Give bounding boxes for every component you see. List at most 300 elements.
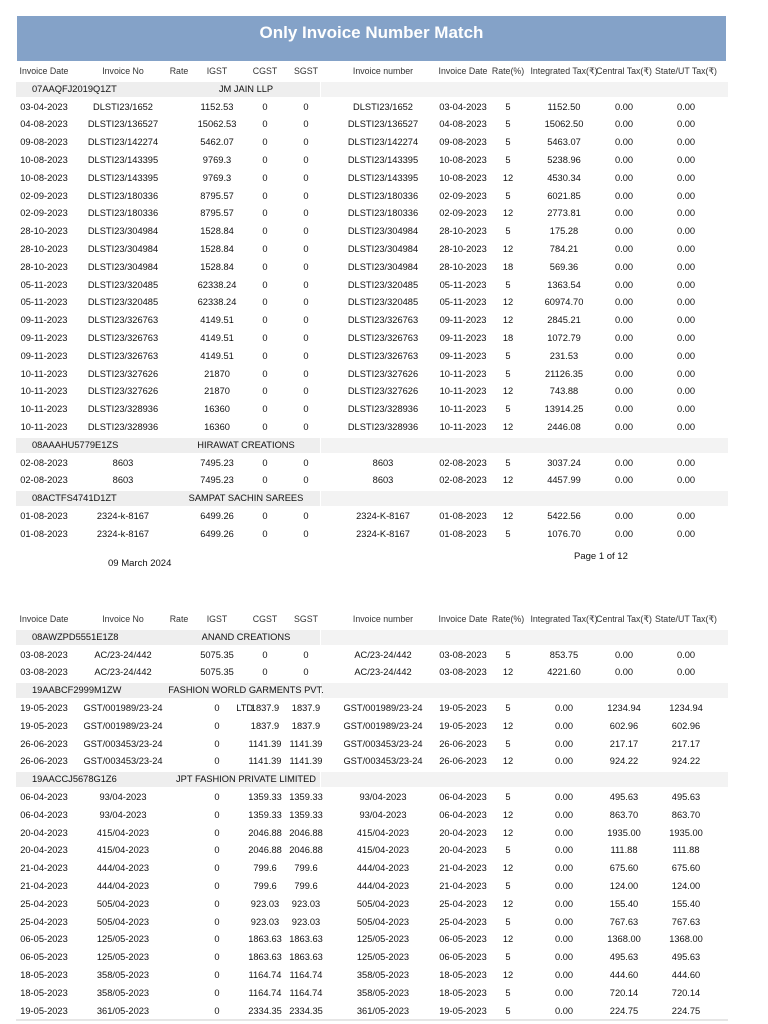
cell-invoice-no: GST/003453/23-24 bbox=[83, 756, 163, 767]
cell-central-tax: 111.88 bbox=[610, 845, 638, 856]
cell-invoice-date: 05-11-2023 bbox=[20, 279, 68, 290]
cell-central-tax: 444.60 bbox=[609, 969, 639, 980]
cell-integrated-tax: 3037.24 bbox=[547, 457, 581, 468]
cell-rate-percent: 18 bbox=[502, 332, 514, 343]
cell-matched-invoice-date: 25-04-2023 bbox=[439, 916, 487, 927]
cell-matched-invoice-number: DLSTI23/326763 bbox=[347, 332, 419, 343]
cell-rate-percent: 5 bbox=[505, 457, 511, 468]
cell-integrated-tax: 0.00 bbox=[554, 1005, 574, 1016]
header-cgst: CGST bbox=[252, 66, 278, 76]
cell-invoice-no: AC/23-24/442 bbox=[94, 667, 152, 678]
cell-central-tax: 495.63 bbox=[609, 952, 639, 963]
cell-invoice-no: DLSTI23/304984 bbox=[87, 243, 159, 254]
invoice-row bbox=[16, 223, 728, 241]
cell-central-tax: 0.00 bbox=[614, 154, 634, 165]
cell-integrated-tax: 2446.08 bbox=[547, 421, 581, 432]
cell-sgst: 0 bbox=[303, 404, 309, 415]
cell-sgst: 0 bbox=[303, 261, 309, 272]
supplier-gstin: 08AWZPD5551E1Z8 bbox=[32, 631, 119, 642]
cell-rate-percent: 12 bbox=[502, 297, 514, 308]
cell-cgst: 0 bbox=[262, 190, 268, 201]
cell-state-ut-tax: 0.00 bbox=[676, 510, 696, 521]
invoice-row bbox=[16, 152, 728, 170]
cell-matched-invoice-date: 19-05-2023 bbox=[439, 720, 487, 731]
cell-igst: 0 bbox=[214, 1005, 220, 1016]
header-invoice-no: Invoice No bbox=[102, 614, 144, 624]
cell-matched-invoice-number: DLSTI23/328936 bbox=[347, 421, 419, 432]
cell-rate-percent: 5 bbox=[505, 791, 511, 802]
cell-matched-invoice-number: 415/04-2023 bbox=[356, 827, 410, 838]
cell-state-ut-tax: 0.00 bbox=[676, 208, 696, 219]
cell-matched-invoice-date: 28-10-2023 bbox=[439, 226, 487, 237]
cell-cgst: 923.03 bbox=[250, 898, 280, 909]
cell-rate-percent: 12 bbox=[502, 720, 514, 731]
header-integrated-tax: Integrated Tax(₹) bbox=[530, 66, 598, 76]
cell-integrated-tax: 1152.50 bbox=[547, 101, 581, 112]
header-matched-invoice-number: Invoice number bbox=[352, 66, 414, 76]
cell-integrated-tax: 5463.07 bbox=[547, 137, 581, 148]
cell-matched-invoice-number: 444/04-2023 bbox=[356, 880, 410, 891]
cell-sgst: 1837.9 bbox=[291, 720, 321, 731]
cell-invoice-no: 358/05-2023 bbox=[96, 987, 150, 998]
cell-rate-percent: 5 bbox=[505, 880, 511, 891]
cell-matched-invoice-date: 21-04-2023 bbox=[439, 880, 487, 891]
cell-igst: 62338.24 bbox=[197, 279, 237, 290]
cell-state-ut-tax: 0.00 bbox=[676, 649, 696, 660]
cell-invoice-date: 26-06-2023 bbox=[20, 756, 68, 767]
cell-invoice-no: DLSTI23/328936 bbox=[87, 404, 159, 415]
invoice-row bbox=[16, 753, 728, 771]
cell-cgst: 1863.63 bbox=[248, 952, 282, 963]
page-number: Page 1 of 12 bbox=[574, 551, 628, 562]
cell-invoice-date: 10-11-2023 bbox=[20, 368, 68, 379]
cell-rate-percent: 5 bbox=[505, 916, 511, 927]
cell-state-ut-tax: 444.60 bbox=[671, 969, 701, 980]
cell-matched-invoice-number: 8603 bbox=[372, 475, 394, 486]
cell-igst: 7495.23 bbox=[200, 457, 234, 468]
header-igst: IGST bbox=[206, 66, 228, 76]
cell-sgst: 0 bbox=[303, 457, 309, 468]
cell-central-tax: 0.00 bbox=[614, 208, 634, 219]
cell-matched-invoice-date: 02-09-2023 bbox=[439, 190, 487, 201]
cell-integrated-tax: 2773.81 bbox=[547, 208, 581, 219]
cell-igst: 0 bbox=[214, 809, 220, 820]
cell-rate-percent: 5 bbox=[505, 987, 511, 998]
cell-invoice-no: GST/001989/23-24 bbox=[83, 702, 163, 713]
cell-central-tax: 0.00 bbox=[614, 297, 634, 308]
cell-invoice-no: GST/001989/23-24 bbox=[83, 720, 163, 731]
cell-sgst: 1863.63 bbox=[289, 952, 323, 963]
cell-sgst: 0 bbox=[303, 190, 309, 201]
cell-invoice-no: DLSTI23/320485 bbox=[87, 297, 159, 308]
cell-igst: 0 bbox=[214, 916, 220, 927]
group-band-right bbox=[321, 630, 728, 645]
cell-cgst: 1863.63 bbox=[248, 934, 282, 945]
cell-integrated-tax: 0.00 bbox=[554, 738, 574, 749]
cell-integrated-tax: 0.00 bbox=[554, 952, 574, 963]
cell-central-tax: 495.63 bbox=[609, 791, 639, 802]
cell-sgst: 0 bbox=[303, 226, 309, 237]
header-rate: Rate bbox=[169, 66, 189, 76]
cell-state-ut-tax: 495.63 bbox=[671, 952, 701, 963]
cell-rate-percent: 5 bbox=[505, 1005, 511, 1016]
cell-state-ut-tax: 0.00 bbox=[676, 386, 696, 397]
cell-matched-invoice-date: 18-05-2023 bbox=[439, 987, 487, 998]
cell-igst: 0 bbox=[214, 987, 220, 998]
invoice-row bbox=[16, 401, 728, 419]
cell-igst: 5075.35 bbox=[200, 667, 234, 678]
cell-matched-invoice-date: 28-10-2023 bbox=[439, 261, 487, 272]
report-title: Only Invoice Number Match bbox=[17, 16, 726, 61]
cell-integrated-tax: 853.75 bbox=[549, 649, 579, 660]
invoice-row bbox=[16, 170, 728, 188]
cell-igst: 21870 bbox=[204, 386, 230, 397]
cell-central-tax: 1234.94 bbox=[607, 702, 641, 713]
cell-igst: 6499.26 bbox=[200, 528, 234, 539]
cell-state-ut-tax: 155.40 bbox=[671, 898, 701, 909]
cell-state-ut-tax: 0.00 bbox=[676, 315, 696, 326]
cell-state-ut-tax: 0.00 bbox=[676, 261, 696, 272]
cell-rate-percent: 12 bbox=[502, 827, 514, 838]
cell-rate-percent: 12 bbox=[502, 315, 514, 326]
cell-cgst: 0 bbox=[262, 315, 268, 326]
header-matched-invoice-number: Invoice number bbox=[352, 614, 414, 624]
cell-rate-percent: 5 bbox=[505, 154, 511, 165]
cell-invoice-no: DLSTI23/142274 bbox=[87, 137, 159, 148]
cell-invoice-no: 415/04-2023 bbox=[96, 845, 150, 856]
cell-state-ut-tax: 602.96 bbox=[671, 720, 701, 731]
cell-cgst: 0 bbox=[262, 475, 268, 486]
cell-state-ut-tax: 0.00 bbox=[676, 190, 696, 201]
cell-cgst: 0 bbox=[262, 368, 268, 379]
cell-central-tax: 155.40 bbox=[609, 898, 639, 909]
cell-cgst: 2334.35 bbox=[248, 1005, 282, 1016]
cell-state-ut-tax: 224.75 bbox=[671, 1005, 701, 1016]
invoice-row bbox=[16, 860, 728, 878]
cell-central-tax: 675.60 bbox=[609, 863, 639, 874]
cell-invoice-no: DLSTI23/1652 bbox=[93, 101, 153, 112]
cell-matched-invoice-date: 19-05-2023 bbox=[439, 702, 487, 713]
cell-central-tax: 0.00 bbox=[614, 421, 634, 432]
cell-rate-percent: 12 bbox=[502, 386, 514, 397]
cell-central-tax: 863.70 bbox=[609, 809, 639, 820]
cell-matched-invoice-number: DLSTI23/304984 bbox=[347, 261, 419, 272]
cell-matched-invoice-number: DLSTI23/304984 bbox=[347, 226, 419, 237]
group-band-right bbox=[321, 683, 728, 698]
cell-sgst: 0 bbox=[303, 243, 309, 254]
cell-cgst: 0 bbox=[262, 386, 268, 397]
supplier-name: FASHION WORLD GARMENTS PVT. LTD. bbox=[168, 685, 324, 713]
cell-invoice-no: DLSTI23/320485 bbox=[87, 279, 159, 290]
cell-invoice-date: 04-08-2023 bbox=[20, 119, 68, 130]
cell-integrated-tax: 0.00 bbox=[554, 880, 574, 891]
cell-matched-invoice-number: 358/05-2023 bbox=[356, 969, 410, 980]
cell-integrated-tax: 5238.96 bbox=[547, 154, 581, 165]
cell-cgst: 1141.39 bbox=[248, 756, 282, 767]
cell-matched-invoice-number: GST/001989/23-24 bbox=[343, 720, 423, 731]
cell-matched-invoice-date: 20-04-2023 bbox=[439, 845, 487, 856]
row-divider bbox=[16, 1019, 728, 1021]
invoice-row bbox=[16, 1003, 728, 1021]
cell-rate-percent: 5 bbox=[505, 952, 511, 963]
cell-cgst: 0 bbox=[262, 172, 268, 183]
invoice-row bbox=[16, 259, 728, 277]
cell-sgst: 1164.74 bbox=[289, 987, 323, 998]
header-matched-invoice-date: Invoice Date bbox=[438, 614, 488, 624]
cell-rate-percent: 12 bbox=[502, 243, 514, 254]
cell-matched-invoice-number: DLSTI23/327626 bbox=[347, 386, 419, 397]
cell-rate-percent: 12 bbox=[502, 510, 514, 521]
supplier-gstin: 07AAQFJ2019Q1ZT bbox=[32, 83, 117, 94]
cell-state-ut-tax: 495.63 bbox=[671, 791, 701, 802]
cell-state-ut-tax: 0.00 bbox=[676, 332, 696, 343]
supplier-group-row bbox=[16, 81, 728, 99]
cell-igst: 5075.35 bbox=[200, 649, 234, 660]
invoice-row bbox=[16, 664, 728, 682]
cell-matched-invoice-number: 2324-K-8167 bbox=[356, 510, 410, 521]
cell-state-ut-tax: 1935.00 bbox=[669, 827, 703, 838]
cell-igst: 62338.24 bbox=[197, 297, 237, 308]
supplier-name: HIRAWAT CREATIONS bbox=[197, 439, 295, 450]
cell-cgst: 1359.33 bbox=[248, 791, 282, 802]
cell-sgst: 1164.74 bbox=[289, 969, 323, 980]
cell-cgst: 1164.74 bbox=[248, 987, 282, 998]
cell-cgst: 0 bbox=[262, 243, 268, 254]
invoice-row bbox=[16, 419, 728, 437]
cell-igst: 0 bbox=[214, 756, 220, 767]
cell-state-ut-tax: 0.00 bbox=[676, 137, 696, 148]
cell-cgst: 0 bbox=[262, 350, 268, 361]
invoice-table-page-2 bbox=[16, 611, 728, 1020]
header-igst: IGST bbox=[206, 614, 228, 624]
cell-invoice-date: 09-11-2023 bbox=[20, 332, 68, 343]
cell-rate-percent: 12 bbox=[502, 172, 514, 183]
cell-state-ut-tax: 0.00 bbox=[676, 119, 696, 130]
cell-cgst: 0 bbox=[262, 101, 268, 112]
invoice-row bbox=[16, 116, 728, 134]
cell-sgst: 1837.9 bbox=[291, 702, 321, 713]
cell-cgst: 1141.39 bbox=[248, 738, 282, 749]
supplier-name: ANAND CREATIONS bbox=[201, 631, 291, 642]
cell-igst: 1528.84 bbox=[200, 261, 234, 272]
cell-rate-percent: 5 bbox=[505, 119, 511, 130]
cell-cgst: 1359.33 bbox=[248, 809, 282, 820]
cell-sgst: 0 bbox=[303, 315, 309, 326]
cell-integrated-tax: 4530.34 bbox=[547, 172, 581, 183]
cell-rate-percent: 5 bbox=[505, 404, 511, 415]
invoice-row bbox=[16, 294, 728, 312]
cell-rate-percent: 5 bbox=[505, 101, 511, 112]
cell-state-ut-tax: 863.70 bbox=[671, 809, 701, 820]
invoice-row bbox=[16, 914, 728, 932]
cell-matched-invoice-number: DLSTI23/326763 bbox=[347, 315, 419, 326]
cell-state-ut-tax: 0.00 bbox=[676, 172, 696, 183]
cell-sgst: 0 bbox=[303, 208, 309, 219]
cell-rate-percent: 5 bbox=[505, 702, 511, 713]
cell-rate-percent: 12 bbox=[502, 809, 514, 820]
supplier-gstin: 19AABCF2999M1ZW bbox=[32, 685, 122, 696]
cell-integrated-tax: 0.00 bbox=[554, 756, 574, 767]
invoice-row bbox=[16, 330, 728, 348]
cell-matched-invoice-date: 10-11-2023 bbox=[439, 421, 487, 432]
cell-invoice-date: 02-08-2023 bbox=[20, 457, 68, 468]
cell-matched-invoice-number: DLSTI23/136527 bbox=[347, 119, 419, 130]
cell-invoice-no: 505/04-2023 bbox=[96, 916, 150, 927]
cell-central-tax: 0.00 bbox=[614, 649, 634, 660]
header-sgst: SGST bbox=[294, 66, 318, 76]
cell-central-tax: 0.00 bbox=[614, 510, 634, 521]
cell-cgst: 799.6 bbox=[253, 863, 277, 874]
cell-state-ut-tax: 0.00 bbox=[676, 475, 696, 486]
cell-cgst: 0 bbox=[262, 137, 268, 148]
cell-integrated-tax: 2845.21 bbox=[547, 315, 581, 326]
cell-matched-invoice-date: 05-11-2023 bbox=[439, 297, 487, 308]
cell-invoice-no: DLSTI23/327626 bbox=[87, 386, 159, 397]
cell-igst: 8795.57 bbox=[200, 208, 234, 219]
cell-invoice-date: 01-08-2023 bbox=[20, 510, 68, 521]
cell-matched-invoice-number: DLSTI23/143395 bbox=[347, 172, 419, 183]
cell-state-ut-tax: 0.00 bbox=[676, 279, 696, 290]
cell-matched-invoice-number: DLSTI23/1652 bbox=[353, 101, 413, 112]
cell-cgst: 1164.74 bbox=[248, 969, 282, 980]
cell-cgst: 1837.9 bbox=[250, 702, 280, 713]
invoice-table-page-1 bbox=[16, 63, 728, 544]
cell-igst: 1528.84 bbox=[200, 243, 234, 254]
cell-matched-invoice-number: 444/04-2023 bbox=[356, 863, 410, 874]
cell-igst: 0 bbox=[214, 934, 220, 945]
cell-invoice-date: 26-06-2023 bbox=[20, 738, 68, 749]
cell-matched-invoice-number: 2324-K-8167 bbox=[356, 528, 410, 539]
cell-matched-invoice-date: 20-04-2023 bbox=[439, 827, 487, 838]
cell-invoice-date: 01-08-2023 bbox=[20, 528, 68, 539]
header-integrated-tax: Integrated Tax(₹) bbox=[530, 614, 598, 624]
cell-invoice-date: 20-04-2023 bbox=[20, 845, 68, 856]
cell-invoice-no: DLSTI23/136527 bbox=[87, 119, 159, 130]
cell-central-tax: 0.00 bbox=[614, 404, 634, 415]
header-rate: Rate bbox=[169, 614, 189, 624]
cell-matched-invoice-number: GST/003453/23-24 bbox=[343, 756, 423, 767]
cell-integrated-tax: 0.00 bbox=[554, 809, 574, 820]
cell-cgst: 0 bbox=[262, 528, 268, 539]
cell-matched-invoice-number: DLSTI23/304984 bbox=[347, 243, 419, 254]
cell-matched-invoice-number: 505/04-2023 bbox=[356, 916, 410, 927]
cell-matched-invoice-date: 06-05-2023 bbox=[439, 952, 487, 963]
cell-state-ut-tax: 0.00 bbox=[676, 528, 696, 539]
supplier-gstin: 19AACCJ5678G1Z6 bbox=[32, 774, 117, 785]
cell-state-ut-tax: 0.00 bbox=[676, 350, 696, 361]
cell-central-tax: 0.00 bbox=[614, 667, 634, 678]
cell-invoice-no: AC/23-24/442 bbox=[94, 649, 152, 660]
cell-rate-percent: 5 bbox=[505, 279, 511, 290]
cell-sgst: 0 bbox=[303, 119, 309, 130]
cell-central-tax: 217.17 bbox=[609, 738, 639, 749]
cell-matched-invoice-date: 02-08-2023 bbox=[439, 475, 487, 486]
cell-central-tax: 0.00 bbox=[614, 137, 634, 148]
cell-invoice-date: 18-05-2023 bbox=[20, 987, 68, 998]
cell-state-ut-tax: 111.88 bbox=[672, 845, 700, 856]
cell-invoice-no: GST/003453/23-24 bbox=[83, 738, 163, 749]
cell-invoice-no: 2324-k-8167 bbox=[96, 510, 150, 521]
cell-central-tax: 0.00 bbox=[614, 368, 634, 379]
cell-invoice-date: 03-08-2023 bbox=[20, 649, 68, 660]
cell-rate-percent: 12 bbox=[502, 667, 514, 678]
cell-central-tax: 1368.00 bbox=[607, 934, 641, 945]
cell-rate-percent: 12 bbox=[502, 863, 514, 874]
cell-sgst: 1141.39 bbox=[289, 738, 323, 749]
cell-invoice-date: 25-04-2023 bbox=[20, 898, 68, 909]
cell-invoice-date: 02-08-2023 bbox=[20, 475, 68, 486]
invoice-row bbox=[16, 508, 728, 526]
group-band-right bbox=[321, 772, 728, 787]
cell-invoice-date: 06-04-2023 bbox=[20, 791, 68, 802]
cell-integrated-tax: 1076.70 bbox=[547, 528, 581, 539]
cell-invoice-no: DLSTI23/143395 bbox=[87, 154, 159, 165]
cell-matched-invoice-date: 02-08-2023 bbox=[439, 457, 487, 468]
cell-rate-percent: 5 bbox=[505, 649, 511, 660]
invoice-row bbox=[16, 896, 728, 914]
invoice-row bbox=[16, 878, 728, 896]
header-state-ut-tax: State/UT Tax(₹) bbox=[655, 66, 717, 76]
cell-sgst: 0 bbox=[303, 101, 309, 112]
cell-invoice-date: 20-04-2023 bbox=[20, 827, 68, 838]
invoice-row bbox=[16, 647, 728, 665]
header-invoice-no: Invoice No bbox=[102, 66, 144, 76]
cell-invoice-date: 02-09-2023 bbox=[20, 190, 68, 201]
header-central-tax: Central Tax(₹) bbox=[596, 614, 652, 624]
cell-integrated-tax: 15062.50 bbox=[544, 119, 584, 130]
cell-central-tax: 0.00 bbox=[614, 315, 634, 326]
cell-integrated-tax: 0.00 bbox=[554, 702, 574, 713]
header-matched-invoice-date: Invoice Date bbox=[438, 66, 488, 76]
invoice-row bbox=[16, 700, 728, 718]
cell-matched-invoice-date: 09-08-2023 bbox=[439, 137, 487, 148]
cell-integrated-tax: 5422.56 bbox=[547, 510, 581, 521]
cell-central-tax: 0.00 bbox=[614, 243, 634, 254]
cell-sgst: 0 bbox=[303, 421, 309, 432]
cell-matched-invoice-number: 93/04-2023 bbox=[359, 809, 407, 820]
cell-state-ut-tax: 720.14 bbox=[671, 987, 701, 998]
cell-integrated-tax: 175.28 bbox=[549, 226, 579, 237]
cell-rate-percent: 12 bbox=[502, 208, 514, 219]
cell-matched-invoice-date: 09-11-2023 bbox=[439, 315, 487, 326]
cell-matched-invoice-date: 01-08-2023 bbox=[439, 528, 487, 539]
cell-invoice-no: DLSTI23/304984 bbox=[87, 261, 159, 272]
invoice-row bbox=[16, 134, 728, 152]
cell-cgst: 923.03 bbox=[250, 916, 280, 927]
cell-invoice-no: DLSTI23/326763 bbox=[87, 350, 159, 361]
cell-matched-invoice-date: 26-06-2023 bbox=[439, 738, 487, 749]
cell-integrated-tax: 4221.60 bbox=[547, 667, 581, 678]
cell-cgst: 0 bbox=[262, 226, 268, 237]
invoice-row bbox=[16, 718, 728, 736]
cell-integrated-tax: 1072.79 bbox=[547, 332, 581, 343]
invoice-row bbox=[16, 383, 728, 401]
cell-cgst: 0 bbox=[262, 457, 268, 468]
cell-invoice-date: 09-08-2023 bbox=[20, 137, 68, 148]
cell-matched-invoice-date: 03-04-2023 bbox=[439, 101, 487, 112]
cell-igst: 16360 bbox=[204, 421, 230, 432]
cell-matched-invoice-number: DLSTI23/142274 bbox=[347, 137, 419, 148]
cell-invoice-date: 28-10-2023 bbox=[20, 226, 68, 237]
cell-state-ut-tax: 1368.00 bbox=[669, 934, 703, 945]
cell-matched-invoice-number: GST/003453/23-24 bbox=[343, 738, 423, 749]
header-central-tax: Central Tax(₹) bbox=[596, 66, 652, 76]
invoice-row bbox=[16, 277, 728, 295]
cell-invoice-no: DLSTI23/304984 bbox=[87, 226, 159, 237]
invoice-row bbox=[16, 205, 728, 223]
cell-sgst: 799.6 bbox=[294, 880, 318, 891]
cell-invoice-date: 10-11-2023 bbox=[20, 421, 68, 432]
